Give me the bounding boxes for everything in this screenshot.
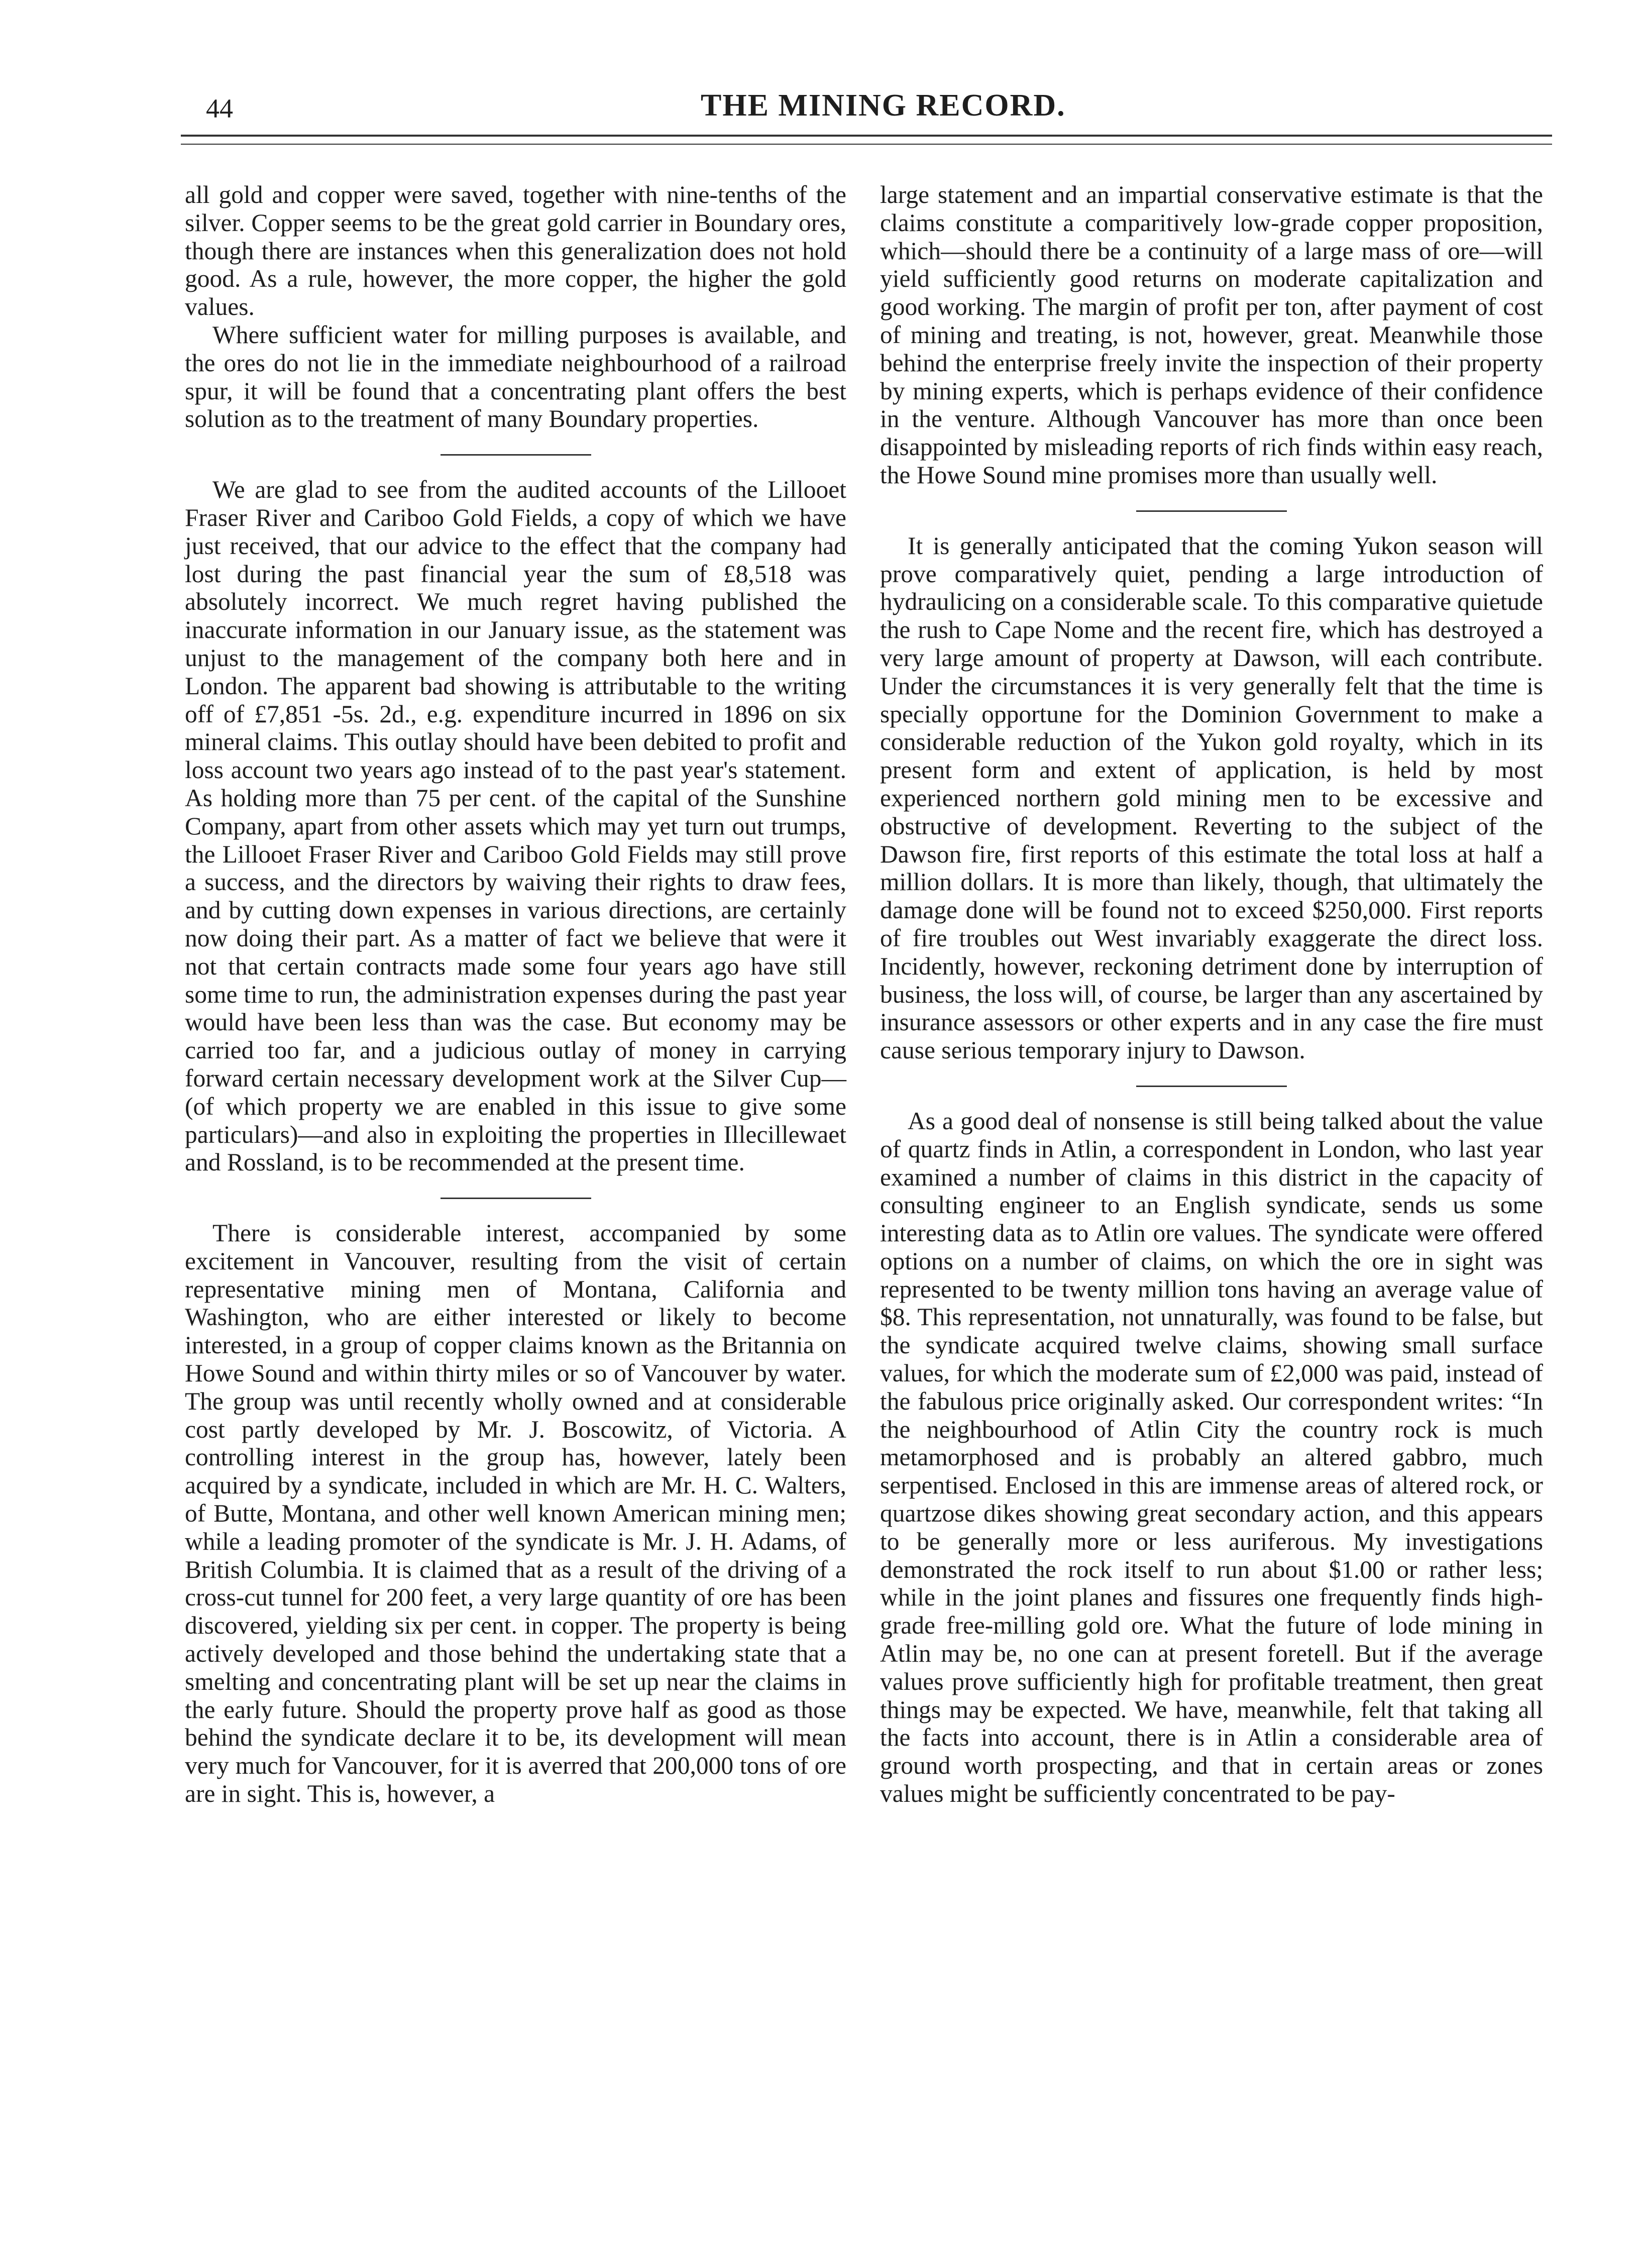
header-rule bbox=[181, 135, 1552, 137]
article-boundary-ores bbox=[185, 181, 846, 433]
article-yukon-dawson-fire bbox=[880, 532, 1543, 1064]
paragraph: There is considerable interest, accompanied by some excitement in Vancouver, resulting from the visit of certain representative mining men of Montana, California and Washington, who are either interested or likely to become interested, in a group of copper claims known as the Britannia on Howe Sound and within thirty miles or so of Vancouver by water. The group was until recently wholly owned and at considerable cost partly developed by Mr. J. Boscowitz, of Victoria. A controlling interest in the group has, however, lately been acquired by a syndicate, included in which are Mr. H. C. Walters, of Butte, Montana, and other well known American mining men; while a leading promoter of the syndicate is Mr. J. H. Adams, of British Columbia. It is claimed that as a result of the driving of a cross-cut tunnel for 200 feet, a very large quantity of ore has been discovered, yielding six per cent. in copper. The property is being actively developed and those behind the undertaking state that a smelting and concentrating plant will be set up near the claims in the early future. Should the property prove half as good as those behind the syndicate declare it to be, its development will mean very much for Vancouver, for it is averred that 200,000 tons of ore are in sight. This is, however, a bbox=[185, 1219, 846, 1808]
article-atlin-quartz bbox=[880, 1107, 1543, 1808]
paragraph: Where sufficient water for milling purposes is available, and the ores do not lie in the immediate neighbourhood of a railroad spur, it will be found that a concentrating plant offers the best solution as to the treatment of many Boundary properties. bbox=[185, 320, 846, 433]
paragraph: large statement and an impartial conservative estimate is that the claims constitute a comparitively low-grade copper proposition, which—should there be a continuity of a large mass of ore—will yield sufficiently good returns on moderate capitalization and good working. The margin of profit per ton, after payment of cost of mining and treating, is not, however, great. Meanwhile those behind the enterprise freely invite the inspection of their property by mining experts, which is perhaps evidence of their confidence in the venture. Although Vancouver has more than once been disappointed by misleading reports of rich finds within easy reach, the Howe Sound mine promises more than usually well. bbox=[880, 181, 1543, 489]
section-divider bbox=[441, 1198, 591, 1199]
page-header bbox=[181, 88, 1572, 133]
section-divider bbox=[1136, 510, 1287, 512]
journal-title: THE MINING RECORD. bbox=[701, 88, 1066, 123]
section-divider bbox=[1136, 1086, 1287, 1087]
article-lillooet-accounts bbox=[185, 476, 846, 1176]
paragraph: As a good deal of nonsense is still being talked about the value of quartz finds in Atlin, a correspondent in London, who last year examined a number of claims in this district in the capacity of consulting engineer to an English syndicate, sends us some interesting data as to Atlin ore values. The syndicate were offered options on a number of claims, on which the ore in sight was represented to be twenty million tons having an average value of $8. This representation, not unnaturally, was found to be false, but the syndicate acquired twelve claims, showing small surface values, for which the moderate sum of £2,000 was paid, instead of the fabulous price originally asked. Our correspondent writes: “In the neighbourhood of Atlin City the country rock is much metamorphosed and is probably an altered gabbro, much serpentised. Enclosed in this are immense areas of altered rock, or quartzose dikes showing great secondary action, and this appears to be generally more or less auriferous. My investigations demonstrated the rock itself to run about $1.00 or rather less; while in the joint planes and fissures one frequently finds high-grade free-milling gold ore. What the future of lode mining in Atlin may be, no one can at present foretell. But if the average values prove sufficiently high for profitable treatment, then great things may be expected. We have, meanwhile, felt that taking all the facts into account, there is in Atlin a considerable area of ground worth prospecting, and that in certain areas or zones values might be sufficiently concentrated to be pay- bbox=[880, 1107, 1543, 1808]
left-column bbox=[185, 181, 846, 1808]
paragraph: We are glad to see from the audited accounts of the Lillooet Fraser River and Cariboo Gold Fields, a copy of which we have just received, that our advice to the effect that the company had lost during the past financial year the sum of £8,518 was absolutely incorrect. We much regret having published the inaccurate information in our January issue, as the statement was unjust to the management of the company both here and in London. The apparent bad showing is attributable to the writing off of £7,851 -5s. 2d., e.g. expenditure incurred in 1896 on six mineral claims. This outlay should have been debited to profit and loss account two years ago instead of to the past year's statement. As holding more than 75 per cent. of the capital of the Sunshine Company, apart from other assets which may yet turn out trumps, the Lillooet Fraser River and Cariboo Gold Fields may still prove a success, and the directors by waiving their rights to draw fees, and by cutting down expenses in various directions, are certainly now doing their part. As a matter of fact we believe that were it not that certain contracts made some four years ago have still some time to run, the administration expenses during the past year would have been less than was the case. But economy may be carried too far, and a judicious outlay of money in carrying forward certain necessary development work at the Silver Cup—(of which property we are enabled in this issue to give some particulars)—and also in exploiting the properties in Illecillewaet and Rossland, is to be recommended at the present time. bbox=[185, 476, 846, 1176]
section-divider bbox=[441, 454, 591, 456]
paragraph: It is generally anticipated that the coming Yukon season will prove comparatively quiet, pending a large introduction of hydraulicing on a considerable scale. To this comparative quietude the rush to Cape Nome and the recent fire, which has destroyed a very large amount of property at Dawson, will each contribute. Under the circumstances it is very generally felt that the time is specially opportune for the Dominion Government to make a considerable reduction of the Yukon gold royalty, which in its present form and extent of application, is held by most experienced northern gold mining men to be excessive and obstructive of development. Reverting to the subject of the Dawson fire, first reports of this estimate the total loss at half a million dollars. It is more than likely, though, that ultimately the damage done will be found not to exceed $250,000. First reports of fire troubles out West invariably exaggerate the direct loss. Incidently, however, reckoning detriment done by interruption of business, the loss will, of course, be larger than any ascertained by insurance assessors or other experts and in any case the fire must cause serious temporary injury to Dawson. bbox=[880, 531, 1543, 1064]
article-britannia-continued bbox=[880, 181, 1543, 489]
header-rule-thin bbox=[181, 144, 1552, 145]
paragraph: all gold and copper were saved, together with nine-tenths of the silver. Copper seems to be the great gold carrier in Boundary ores, though there are instances when this generalization does not hold good. As a rule, however, the more copper, the higher the gold values. bbox=[185, 181, 846, 321]
article-britannia-howe-sound bbox=[185, 1219, 846, 1808]
page-number: 44 bbox=[206, 93, 233, 124]
right-column bbox=[880, 181, 1543, 1808]
